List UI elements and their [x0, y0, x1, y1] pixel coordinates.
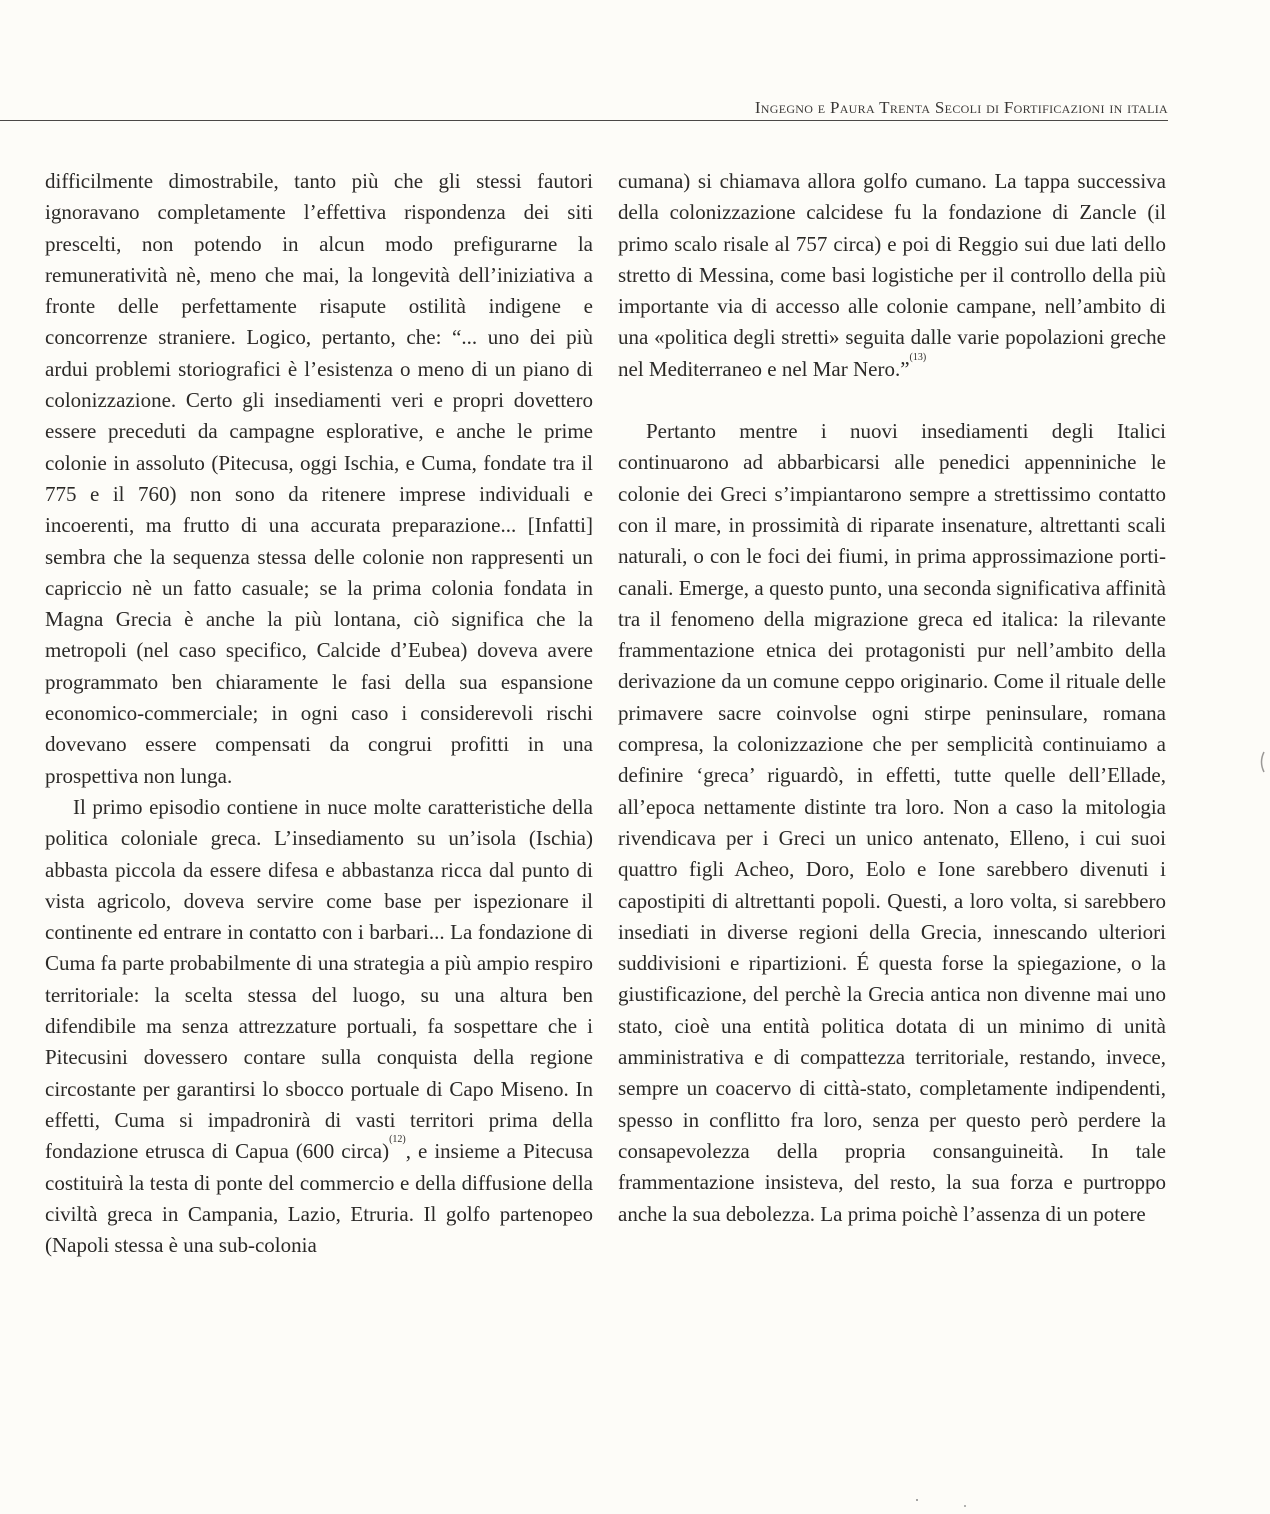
speck	[916, 1499, 918, 1501]
left-column	[45, 166, 593, 1261]
right-paragraph-1-text: cumana) si chiamava allora golfo cumano. La tappa successiva della colonizzazione calcidese fu la fondazione di Zancle (il primo scalo risale al 757 circa) e poi di Reggio sui due lati dello stretto di Messina, come basi logistiche per il controllo della più importante via di accesso alle colonie campane, nell’ambito di una «politica degli stretti» seguita dalle varie popolazioni greche nel Mediterraneo e nel Mar Nero.”	[618, 169, 1166, 381]
margin-mark	[1262, 752, 1265, 772]
right-paragraph-1	[618, 166, 1166, 385]
left-paragraph-2-part-a: Il primo episodio contiene in nuce molte caratteristiche della politica coloniale greca. L’insediamento su un’isola (Ischia) abbasta piccola da essere difesa e abbastanza ricca dal punto di vista agricolo, doveva servire come base per ispezionare il continente ed entrare in contatto con i barbari... La fondazione di Cuma fa parte probabilmente di una strategia a più ampio respiro territoriale: la scelta stessa del luogo, su una altura ben difendibile ma senza attrezzature portuali, fa sospettare che i Pitecusini dovessero contare sulla conquista della regione circostante per garantirsi lo sbocco portuale di Capo Miseno. In effetti, Cuma si impadronirà di vasti territori prima della fondazione etrusca di Capua (600 circa)	[45, 794, 593, 1164]
speck	[964, 1505, 966, 1507]
running-header	[0, 98, 1168, 120]
left-paragraph-2	[45, 792, 593, 1261]
right-column	[618, 166, 1166, 1230]
right-paragraph-2: Pertanto mentre i nuovi insediamenti degli Italici continuarono ad abbarbicarsi alle penedici appenniniche le colonie dei Greci s’impiantarono sempre a strettissimo contatto con il mare, in prossimità di riparate insenature, altrettanti scali naturali, o con le foci dei fiumi, in prima approssimazione porti-canali. Emerge, a questo punto, una seconda significativa affinità tra il fenomeno della migrazione greca ed italica: la rilevante frammentazione etnica dei protagonisti pur nell’ambito della derivazione da un comune ceppo originario. Come il rituale delle primavere sacre coinvolse ogni stirpe peninsulare, romana compresa, la colonizzazione che per semplicità continuiamo a definire ‘greca’ riguardò, in effetti, tutte quelle dell’Ellade, all’epoca nettamente distinte tra loro. Non a caso la mitologia rivendicava per i Greci un unico antenato, Elleno, i cui suoi quattro figli Acheo, Doro, Eolo e Ione sarebbero divenuti i capostipiti di altrettanti popoli. Questi, a loro volta, si sarebbero insediati in diverse regioni della Grecia, innescando ulteriori suddivisioni e ripartizioni. É questa forse la spiegazione, o la giustificazione, del perchè la Grecia antica non divenne mai uno stato, cioè una entità politica dotata di un minimo di unità amministrativa e di compattezza territoriale, restando, invece, sempre un coacervo di città-stato, completamente indipendenti, spesso in conflitto fra loro, senza per questo però perdere la consapevolezza della propria consanguineità. In tale frammentazione insisteva, del resto, la sua forza e purtroppo anche la sua debolezza. La prima poichè l’assenza di un potere	[618, 419, 1166, 1226]
footnote-ref-13: (13)	[909, 351, 927, 363]
left-paragraph-1: difficilmente dimostrabile, tanto più che gli stessi fautori ignoravano completamente l’effettiva rispondenza dei siti prescelti, non potendo in alcun modo prefigurarne la remuneratività nè, meno che mai, la longevità dell’iniziativa a fronte delle perfettamente risapute ostilità indigene e concorrenze straniere. Logico, pertanto, che: “... uno dei più ardui problemi storiografici è l’esistenza o meno di un piano di colonizzazione. Certo gli insediamenti veri e propri dovettero essere preceduti da campagne esplorative, e anche le prime colonie in assoluto (Pitecusa, oggi Ischia, e Cuma, fondate tra il 775 e il 760) non sono da ritenere imprese individuali e incoerenti, ma frutto di una accurata preparazione... [Infatti] sembra che la sequenza stessa delle colonie non rappresenti un capriccio nè un fatto casuale; se la prima colonia fondata in Magna Grecia è anche la più lontana, ciò significa che la metropoli (nel caso specifico, Calcide d’Eubea) doveva avere programmato ben chiaramente le fasi della sua espansione economico-commerciale; in ogni caso i considerevoli rischi dovevano essere compensati da congrui profitti in una prospettiva non lunga.	[45, 169, 593, 788]
header-rule	[0, 120, 1168, 121]
footnote-ref-12: (12)	[389, 1134, 406, 1146]
header-title: Ingegno e Paura Trenta Secoli di Fortificazioni in italia	[754, 98, 1168, 117]
left-paragraph-2-part-b: , e insieme a Pitecusa costituirà la testa di ponte del commercio e della diffusione della civiltà greca in Campania, Lazio, Etruria. Il golfo partenopeo (Napoli stessa è una sub-colonia	[45, 1139, 593, 1258]
